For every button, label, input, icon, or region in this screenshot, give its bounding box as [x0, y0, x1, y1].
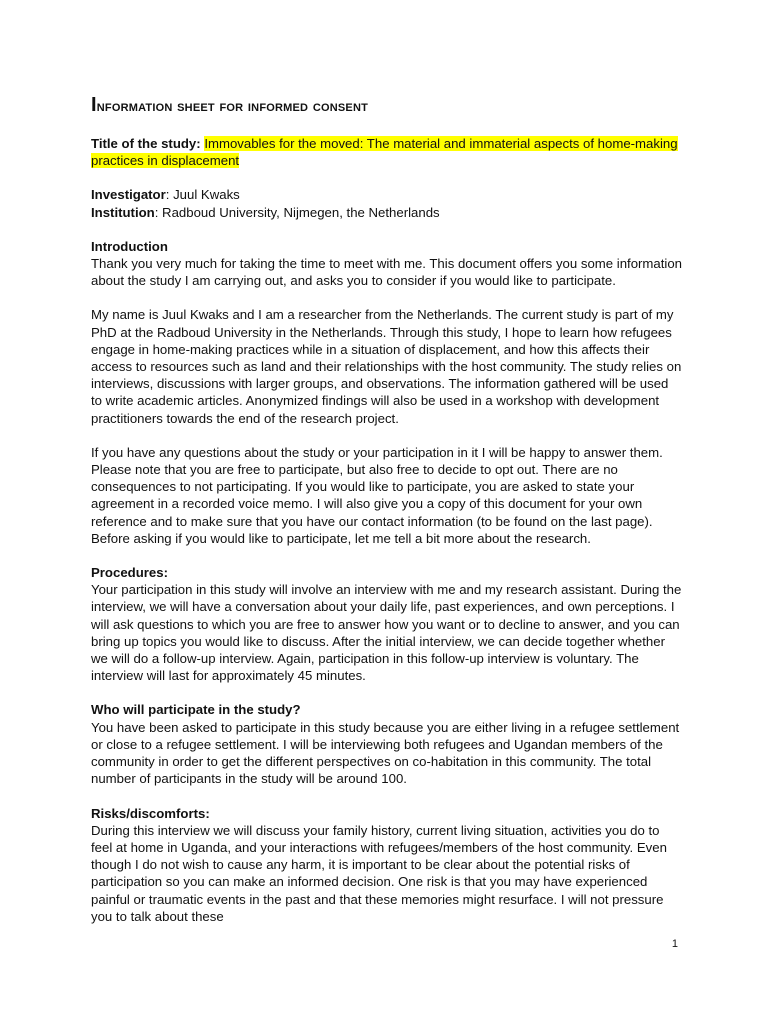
- investigator-name: : Juul Kwaks: [165, 187, 240, 203]
- institution-label: Institution: [91, 204, 155, 220]
- spacer: [91, 169, 683, 186]
- participants-heading: Who will participate in the study?: [91, 702, 301, 718]
- institution-name: : Radboud University, Nijmegen, the Netherlands: [154, 204, 440, 220]
- page-number: 1: [671, 938, 678, 950]
- document-title-rest: nformation sheet for informed consent: [96, 98, 369, 115]
- document-title-initial: I: [91, 94, 97, 116]
- document-page: [91, 95, 683, 925]
- procedures-heading: Procedures:: [91, 565, 168, 581]
- spacer: [91, 427, 683, 444]
- spacer: [91, 547, 683, 564]
- spacer: [91, 221, 683, 238]
- investigator-label: Investigator: [91, 187, 166, 203]
- document-title: [91, 95, 683, 117]
- introduction-paragraph-3: If you have any questions about the study or your participation in it I will be happy to answer them. Please note that you are free to participate, but also free to decide to opt out. There are no consequences to not participating. If you would like to participate, you are asked to state your agreement in a recorded voice memo. I will also give you a copy of this document for your own reference and to make sure that you have our contact information (to be found on the last page). Before asking if you would like to participate, let me tell a bit more about the research.: [91, 444, 663, 546]
- introduction-paragraph-2: My name is Juul Kwaks and I am a researcher from the Netherlands. The current study is part of my PhD at the Radboud University in the Netherlands. Through this study, I hope to learn how refugees engage in home-making practices while in a situation of displacement, and how this affects their access to resources such as land and their relationships with the host community. The study relies on interviews, discussions with larger groups, and observations. The information gathered will be used to write academic articles. Anonymized findings will also be used in a workshop with development practitioners towards the end of the research project.: [91, 307, 682, 426]
- participants-paragraph: You have been asked to participate in this study because you are either living in a refugee settlement or close to a refugee settlement. I will be interviewing both refugees and Ugandan members of the community in order to get the different perspectives on co-habitation in this community. The total number of participants in the study will be around 100.: [91, 719, 680, 787]
- risks-heading: Risks/discomforts:: [91, 805, 210, 821]
- investigator-line: [91, 186, 683, 203]
- procedures-paragraph: Your participation in this study will involve an interview with me and my research assistant. During the interview, we will have a conversation about your daily life, past experiences, and own perceptions. I will ask questions to which you are free to answer how you want or to decline to answer, and you can bring up topics you would like to discuss. After the initial interview, we can decide together whether we will do a follow-up interview. Again, participation in this follow-up interview is voluntary. The interview will last for approximately 45 minutes.: [91, 582, 682, 684]
- spacer: [91, 788, 683, 805]
- study-title-label: Title of the study:: [91, 136, 201, 151]
- introduction-paragraph-1: Thank you very much for taking the time to meet with me. This document offers you some information about the study I am carrying out, and asks you to consider if you would like to participate.: [91, 256, 683, 289]
- spacer: [91, 289, 683, 306]
- institution-line: [91, 204, 683, 221]
- study-title-text: Immovables for the moved: The material and immaterial aspects of home-making practices in displacement: [91, 136, 678, 169]
- risks-paragraph: During this interview we will discuss your family history, current living situation, activities you do to feel at home in Uganda, and your interactions with refugees/members of the host community. Even though I do not wish to cause any harm, it is important to be clear about the potential risks of participation so you can make an informed decision. One risk is that you may have experienced painful or traumatic events in the past and that these memories might resurface. I will not pressure you to talk about these: [91, 822, 667, 924]
- spacer: [91, 684, 683, 701]
- study-title-line: [91, 135, 683, 169]
- introduction-heading: Introduction: [91, 238, 168, 254]
